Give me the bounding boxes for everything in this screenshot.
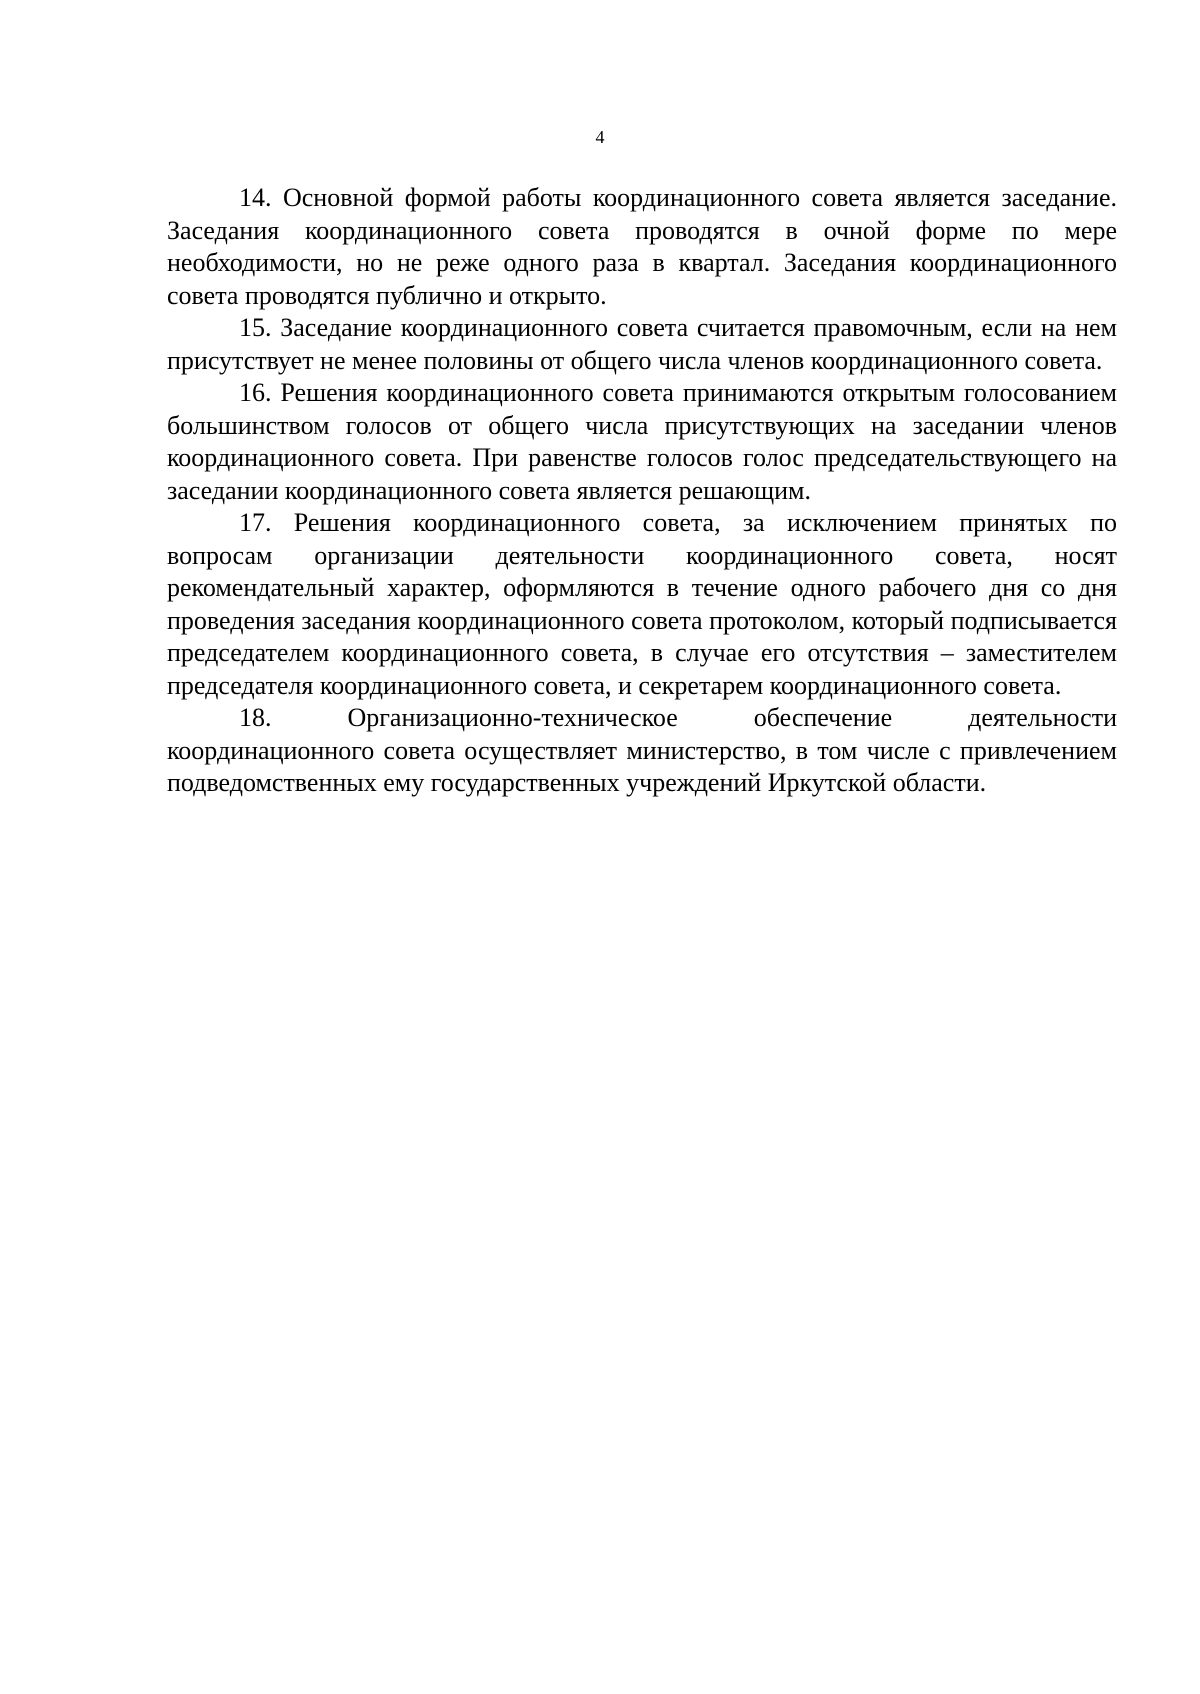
paragraph-18: 18. Организационно-техническое обеспечение деятельности координационного совета осуществляет министерство, в том числе с привлечением подведомственных ему государственных учреждений Иркутской области. — [167, 703, 1117, 797]
paragraph-16: 16. Решения координационного совета принимаются открытым голосованием большинством голосов от общего числа присутствующих на заседании членов координационного совета. При равенстве голосов голос председательствующего на заседании координационного совета является решающим. — [167, 378, 1117, 505]
document-body — [167, 182, 1117, 800]
paragraph-14: 14. Основной формой работы координационного совета является заседание. Заседания координационного совета проводятся в очной форме по мере необходимости, но не реже одного раза в квартал. Заседания координационного совета проводятся публично и открыто. — [167, 183, 1117, 310]
page-number: 4 — [595, 127, 605, 147]
paragraph-15: 15. Заседание координационного совета считается правомочным, если на нем присутствует не менее половины от общего числа членов координационного совета. — [167, 313, 1117, 375]
paragraph-17: 17. Решения координационного совета, за исключением принятых по вопросам организации деятельности координационного совета, носят рекомендательный характер, оформляются в течение одного рабочего дня со дня проведения заседания координационного совета протоколом, который подписывается председателем координационного совета, в случае его отсутствия – заместителем председателя координационного совета, и секретарем координационного совета. — [167, 508, 1117, 700]
